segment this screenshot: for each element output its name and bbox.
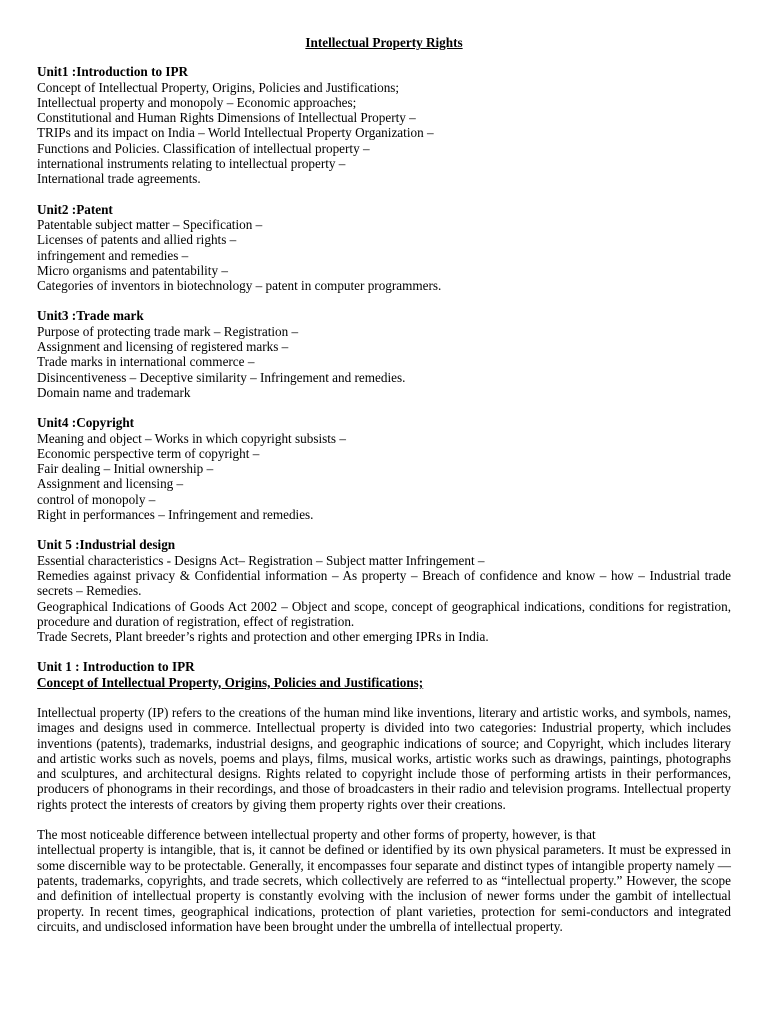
section-heading: Unit 1 : Introduction to IPR — [37, 659, 195, 675]
syllabus-line: Trade marks in international commerce – — [37, 354, 255, 370]
unit-heading: Unit4 :Copyright — [37, 415, 135, 431]
unit-heading: Unit3 :Trade mark — [37, 308, 144, 324]
syllabus-line: Essential characteristics - Designs Act– Registration – Subject matter Infringement – — [37, 552, 485, 568]
unit-4-syllabus — [37, 415, 731, 522]
unit-5-syllabus — [37, 537, 731, 644]
syllabus-line: Trade Secrets, Plant breeder’s rights and protection and other emerging IPRs in India. — [37, 629, 489, 645]
body-paragraph: Intellectual property (IP) refers to the creations of the human mind like inventions, literary and artistic works, and symbols, names, images and designs used in commerce. Intellectual property is divided into two categories: Industrial property, which includes inventions (patents), trademarks, industrial designs, and geographic indications of source; and Copyright, which includes literary and artistic works such as novels, poems and plays, films, musical works, artistic works such as drawings, paintings, photographs and sculptures, and architectural designs. Rights related to copyright include those of performing artists in their performances, producers of phonograms in their recordings, and those of broadcasters in their radio and television programs. Intellectual property rights protect the interests of creators by giving them property rights over their creations. — [37, 704, 731, 812]
syllabus-line: Categories of inventors in biotechnology – patent in computer programmers. — [37, 278, 442, 294]
syllabus-line: International trade agreements. — [37, 171, 201, 187]
syllabus-line: Licenses of patents and allied rights – — [37, 232, 237, 248]
paragraph-text: intellectual property is intangible, that is, it cannot be defined or identified by its own physical parameters. It must be expressed in some discernible way to be protectable. Generally, it encompasses four separate and distinct types of intangible property namely — patents, trademarks, copyrights, and trade secrets, which collectively are referred to as “intellectual property.” However, the scope and definition of intellectual property is constantly evolving with the inclusion of newer forms under the gambit of intellectual property. In recent times, geographical indications, protection of plant varieties, protection for semi-conductors and integrated circuits, and undisclosed information have been brought under the umbrella of intellectual property. — [37, 842, 731, 934]
syllabus-line: Purpose of protecting trade mark – Registration – — [37, 323, 299, 339]
syllabus-line: Domain name and trademark — [37, 384, 191, 400]
document-title: Intellectual Property Rights — [305, 35, 463, 50]
syllabus-line: infringement and remedies – — [37, 247, 189, 263]
syllabus-line: Disincentiveness – Deceptive similarity – Infringement and remedies. — [37, 369, 406, 385]
section-subheading: Concept of Intellectual Property, Origins, Policies and Justifications; — [37, 674, 424, 690]
syllabus-line: Assignment and licensing of registered marks – — [37, 339, 289, 355]
unit-3-syllabus — [37, 308, 731, 400]
syllabus-line: Intellectual property and monopoly – Economic approaches; — [37, 94, 357, 110]
syllabus-line: Concept of Intellectual Property, Origins, Policies and Justifications; — [37, 79, 400, 95]
syllabus-line: Functions and Policies. Classification of intellectual property – — [37, 140, 370, 156]
unit-2-syllabus — [37, 202, 731, 294]
unit-heading: Unit1 :Introduction to IPR — [37, 64, 189, 80]
syllabus-line: Constitutional and Human Rights Dimensions of Intellectual Property – — [37, 110, 416, 126]
syllabus-line: Remedies against privacy & Confidential information – As property – Breach of confidence and know – how – Industrial trade secrets – Remedies. — [37, 567, 731, 599]
syllabus-line: TRIPs and its impact on India – World Intellectual Property Organization – — [37, 125, 434, 141]
syllabus-line: Fair dealing – Initial ownership – — [37, 461, 214, 477]
paragraph-first-line: The most noticeable difference between intellectual property and other forms of property, however, is that — [37, 827, 596, 843]
syllabus-line: international instruments relating to intellectual property – — [37, 156, 346, 172]
body-paragraph — [37, 827, 731, 934]
unit-heading: Unit2 :Patent — [37, 201, 113, 217]
syllabus-line: Patentable subject matter – Specification – — [37, 216, 263, 232]
syllabus-line: control of monopoly – — [37, 491, 156, 507]
unit-heading: Unit 5 :Industrial design — [37, 537, 176, 553]
syllabus-line: Right in performances – Infringement and remedies. — [37, 507, 314, 523]
section-intro-ipr — [37, 659, 731, 934]
unit-1-syllabus — [37, 64, 731, 186]
syllabus-line: Micro organisms and patentability – — [37, 262, 228, 278]
syllabus-line: Meaning and object – Works in which copyright subsists – — [37, 430, 346, 446]
document-page — [37, 35, 731, 949]
syllabus-line: Economic perspective term of copyright – — [37, 445, 260, 461]
syllabus-line: Geographical Indications of Goods Act 2002 – Object and scope, concept of geographical indications, conditions for registration, procedure and duration of registration, effect of registration. — [37, 598, 731, 629]
syllabus-line: Assignment and licensing – — [37, 476, 184, 492]
